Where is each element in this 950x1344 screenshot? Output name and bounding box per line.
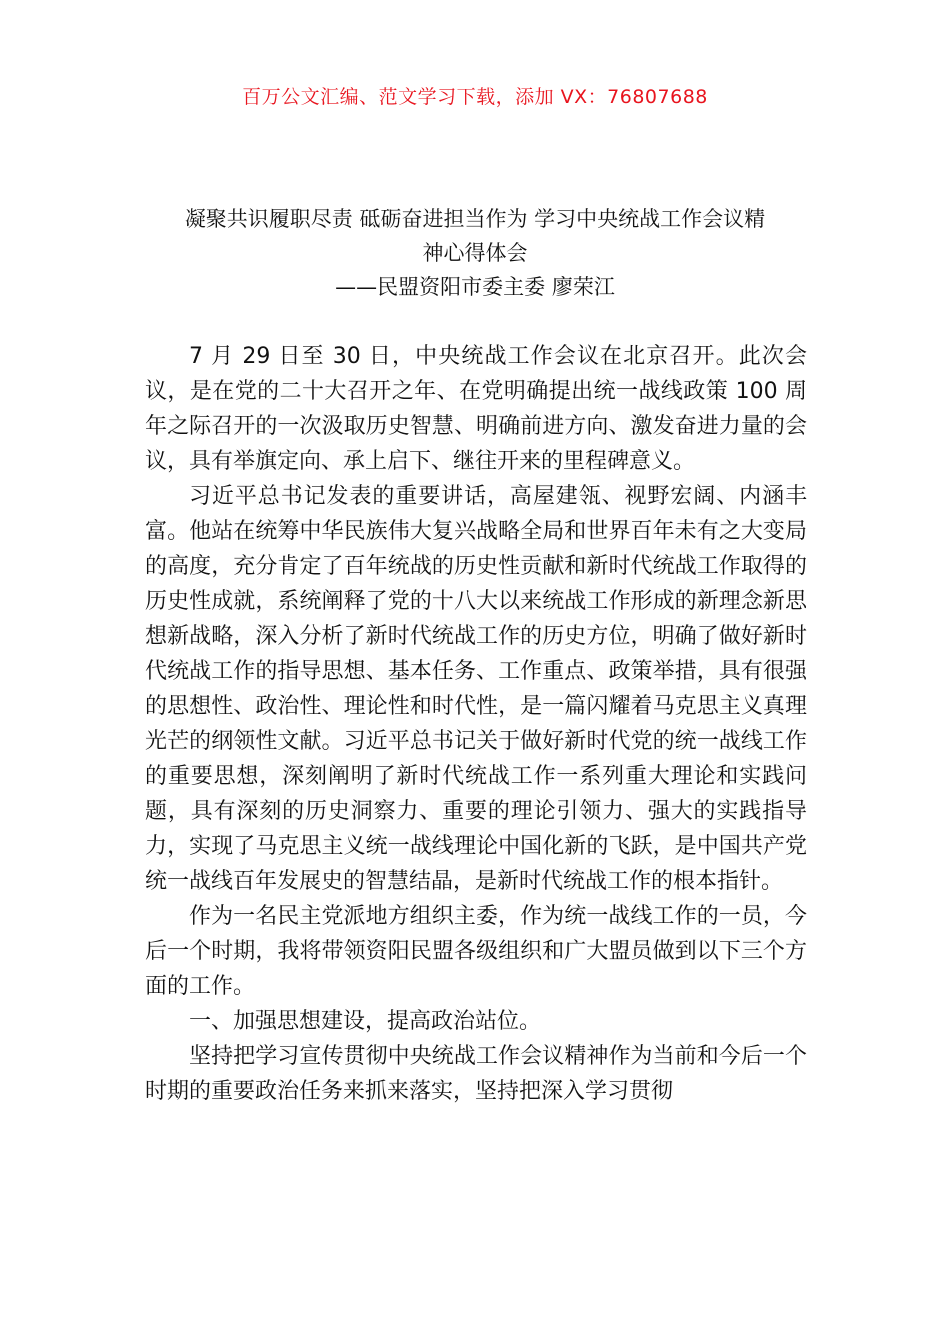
title-author: ——民盟资阳市委主委 廖荣江 bbox=[335, 275, 615, 299]
document-body bbox=[145, 339, 807, 1109]
paragraph: 作为一名民主党派地方组织主委，作为统一战线工作的一员，今后一个时期，我将带领资阳民盟各级组织和广大盟员做到以下三个方面的工作。 bbox=[145, 904, 807, 999]
title-line-1: 凝聚共识履职尽责 砥砺奋进担当作为 学习中央统战工作会议精 bbox=[184, 207, 766, 231]
section-heading: 一、加强思想建设，提高政治站位。 bbox=[189, 1009, 542, 1034]
paragraph: 习近平总书记发表的重要讲话，高屋建瓴、视野宏阔、内涵丰富。他站在统筹中华民族伟大复兴战略全局和世界百年未有之大变局的高度，充分肯定了百年统战的历史性贡献和新时代统战工作取得的历史性成就，系统阐释了党的十八大以来统战工作形成的新理念新思想新战略，深入分析了新时代统战工作的历史方位，明确了做好新时代统战工作的指导思想、基本任务、工作重点、政策举措，具有很强的思想性、政治性、理论性和时代性，是一篇闪耀着马克思主义真理光芒的纲领性文献。习近平总书记关于做好新时代党的统一战线工作的重要思想，深刻阐明了新时代统战工作一系列重大理论和实践问题，具有深刻的历史洞察力、重要的理论引领力、强大的实践指导力，实现了马克思主义统一战线理论中国化新的飞跃，是中国共产党统一战线百年发展史的智慧结晶，是新时代统战工作的根本指针。 bbox=[145, 484, 807, 894]
document-title bbox=[120, 202, 830, 304]
paragraph: 7 月 29 日至 30 日，中央统战工作会议在北京召开。此次会议，是在党的二十大召开之年、在党明确提出统一战线政策 100 周年之际召开的一次汲取历史智慧、明确前进方向、激发奋进力量的会议，具有举旗定向、承上启下、继往开来的里程碑意义。 bbox=[145, 344, 807, 474]
title-line-2: 神心得体会 bbox=[422, 241, 528, 265]
promo-banner: 百万公文汇编、范文学习下载，添加 VX：76807688 bbox=[242, 86, 708, 108]
paragraph: 坚持把学习宣传贯彻中央统战工作会议精神作为当前和今后一个时期的重要政治任务来抓来落实，坚持把深入学习贯彻 bbox=[145, 1044, 807, 1104]
